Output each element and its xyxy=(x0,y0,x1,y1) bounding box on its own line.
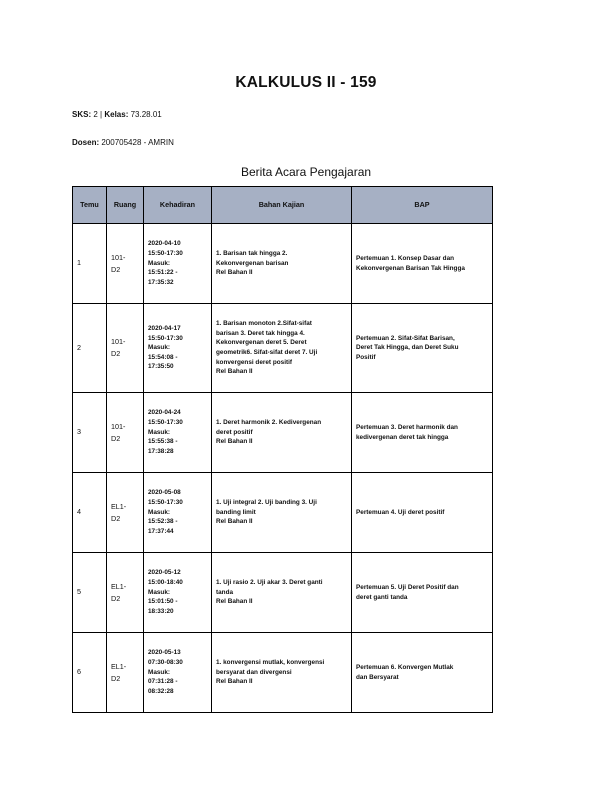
kehadiran-cell-line: 15:50-17:30 xyxy=(148,334,183,342)
bahan-kajian-cell-line: 1. Uji rasio 2. Uji akar 3. Deret ganti xyxy=(216,579,323,587)
bap-cell-line: dan Bersyarat xyxy=(356,673,399,681)
dosen-value: 200705428 - AMRIN xyxy=(101,138,174,147)
bap-cell-line: Pertemuan 5. Uji Deret Positif dan xyxy=(356,583,459,591)
bap-cell-line: Pertemuan 6. Konvergen Mutlak xyxy=(356,663,454,671)
bap-cell-line: Positif xyxy=(356,353,376,361)
bahan-kajian-cell-line: Rel Bahan II xyxy=(216,518,253,526)
bap-table xyxy=(72,186,493,713)
kehadiran-cell xyxy=(144,224,212,304)
kehadiran-cell-line: 15:54:08 - xyxy=(148,353,178,361)
bap-cell-line: Kekonvergenan Barisan Tak Hingga xyxy=(356,264,465,272)
table-row xyxy=(73,224,493,304)
bahan-kajian-cell-line: 1. Barisan monoton 2.Sifat-sifat xyxy=(216,320,312,328)
ruang-cell-line: D2 xyxy=(111,673,121,683)
kehadiran-cell-line: 15:50-17:30 xyxy=(148,419,183,427)
ruang-cell-line: 101- xyxy=(111,421,126,431)
kehadiran-cell-line: 15:50-17:30 xyxy=(148,250,183,258)
ruang-cell-line: D2 xyxy=(111,349,121,358)
ruang-cell-line: EL1- xyxy=(111,661,127,671)
ruang-cell-line: 101- xyxy=(111,252,126,262)
kehadiran-cell-line: Masuk: xyxy=(148,259,171,267)
table-row xyxy=(73,633,493,713)
temu-cell: 4 xyxy=(73,473,107,553)
temu-cell: 3 xyxy=(73,393,107,473)
ruang-cell-line: D2 xyxy=(111,513,121,523)
header-bahan-kajian: Bahan Kajian xyxy=(212,187,352,224)
bap-cell-line: Pertemuan 1. Konsep Dasar dan xyxy=(356,254,455,262)
kehadiran-cell xyxy=(144,473,212,553)
dosen-label: Dosen: xyxy=(72,138,100,147)
ruang-cell xyxy=(107,633,144,713)
bahan-kajian-cell-line: 1. Deret harmonik 2. Kedivergenan xyxy=(216,419,322,427)
kehadiran-cell-line: 17:35:50 xyxy=(148,363,174,371)
bahan-kajian-cell xyxy=(212,633,352,713)
bahan-kajian-cell-line: Rel Bahan II xyxy=(216,438,253,446)
kehadiran-cell-line: Masuk: xyxy=(148,428,171,436)
bahan-kajian-cell-line: Rel Bahan II xyxy=(216,269,253,277)
kehadiran-cell-line: 2020-04-17 xyxy=(148,324,181,332)
kehadiran-cell-line: 17:35:32 xyxy=(148,278,174,286)
bahan-kajian-cell-line: Rel Bahan II xyxy=(216,678,253,686)
kehadiran-cell xyxy=(144,633,212,713)
sks-value: 2 | xyxy=(93,110,105,119)
temu-cell: 5 xyxy=(73,553,107,633)
bahan-kajian-cell-line: Kekonvergenan barisan xyxy=(216,259,289,267)
bap-cell-line: Pertemuan 3. Deret harmonik dan xyxy=(356,423,458,431)
kehadiran-cell-line: 2020-04-24 xyxy=(148,409,181,417)
kehadiran-cell-line: 18:33:20 xyxy=(148,607,174,615)
temu-cell: 1 xyxy=(73,224,107,304)
bahan-kajian-cell-line: konvergensi deret positif xyxy=(216,358,292,366)
bahan-kajian-cell-line: geometrik6. Sifat-sifat deret 7. Uji xyxy=(216,349,318,356)
kehadiran-cell-line: Masuk: xyxy=(148,588,171,596)
ruang-cell-line: 101- xyxy=(111,337,126,347)
bap-cell xyxy=(352,224,493,304)
kehadiran-cell xyxy=(144,393,212,473)
bahan-kajian-cell xyxy=(212,473,352,553)
lecturer-info-line xyxy=(72,138,174,147)
kelas-value: 73.28.01 xyxy=(130,110,162,119)
kehadiran-cell-line: 15:55:38 - xyxy=(148,438,178,446)
temu-cell: 6 xyxy=(73,633,107,713)
ruang-cell-line: EL1- xyxy=(111,501,127,511)
kelas-label: Kelas: xyxy=(104,110,129,119)
ruang-cell xyxy=(107,553,144,633)
bahan-kajian-cell-line: banding limit xyxy=(216,508,256,516)
kehadiran-cell-line: Masuk: xyxy=(148,508,171,516)
kehadiran-cell-line: 08:32:28 xyxy=(148,687,174,695)
bap-cell xyxy=(352,393,493,473)
kehadiran-cell-line: 17:37:44 xyxy=(148,527,174,535)
kehadiran-cell-line: 2020-05-12 xyxy=(148,569,181,577)
kehadiran-cell-line: 07:30-08:30 xyxy=(148,659,183,667)
kehadiran-cell-line: Masuk: xyxy=(148,344,171,352)
bahan-kajian-cell-line: bersyarat dan divergensi xyxy=(216,668,292,676)
ruang-cell-line: D2 xyxy=(111,433,121,443)
ruang-cell-line: D2 xyxy=(111,264,121,274)
temu-cell: 2 xyxy=(73,304,107,393)
header-ruang: Ruang xyxy=(107,187,144,224)
bap-cell-line: deret ganti tanda xyxy=(356,593,408,601)
kehadiran-cell-line: 17:38:28 xyxy=(148,447,174,455)
bahan-kajian-cell xyxy=(212,393,352,473)
bahan-kajian-cell xyxy=(212,304,352,393)
table-body xyxy=(73,224,493,713)
header-temu: Temu xyxy=(73,187,107,224)
document-title: KALKULUS II - 159 xyxy=(235,74,377,91)
table-header-row xyxy=(73,187,493,224)
table-row xyxy=(73,473,493,553)
kehadiran-cell-line: 07:31:28 - xyxy=(148,678,178,686)
kehadiran-cell-line: 15:01:50 - xyxy=(148,598,178,606)
bap-cell-line: Deret Tak Hingga, dan Deret Suku xyxy=(356,344,459,352)
bahan-kajian-cell-line: 1. Uji integral 2. Uji banding 3. Uji xyxy=(216,499,317,507)
kehadiran-cell xyxy=(144,553,212,633)
sks-label: SKS: xyxy=(72,110,92,119)
bap-cell-line: kedivergenan deret tak hingga xyxy=(356,433,449,441)
kehadiran-cell-line: 15:50-17:30 xyxy=(148,499,183,507)
bap-cell xyxy=(352,633,493,713)
kehadiran-cell-line: 2020-05-13 xyxy=(148,649,181,657)
bahan-kajian-cell-line: Rel Bahan II xyxy=(216,598,253,606)
header-bap: BAP xyxy=(352,187,493,224)
bahan-kajian-cell-line: Rel Bahan II xyxy=(216,368,253,376)
kehadiran-cell-line: 2020-05-08 xyxy=(148,489,181,497)
bahan-kajian-cell-line: barisan 3. Deret tak hingga 4. xyxy=(216,329,305,337)
course-info-line xyxy=(72,110,162,119)
kehadiran-cell-line: Masuk: xyxy=(148,668,171,676)
bahan-kajian-cell xyxy=(212,224,352,304)
ruang-cell xyxy=(107,393,144,473)
bap-cell-line: Pertemuan 4. Uji deret positif xyxy=(356,508,445,516)
bahan-kajian-cell-line: tanda xyxy=(216,588,234,596)
section-title: Berita Acara Pengajaran xyxy=(240,165,372,179)
kehadiran-cell-line: 2020-04-10 xyxy=(148,240,181,248)
bap-cell xyxy=(352,304,493,393)
header-kehadiran: Kehadiran xyxy=(144,187,212,224)
ruang-cell xyxy=(107,224,144,304)
table-row xyxy=(73,553,493,633)
ruang-cell xyxy=(107,473,144,553)
ruang-cell-line: EL1- xyxy=(111,581,127,591)
bahan-kajian-cell xyxy=(212,553,352,633)
kehadiran-cell xyxy=(144,304,212,393)
ruang-cell xyxy=(107,304,144,393)
bahan-kajian-cell-line: Kekonvergenan deret 5. Deret xyxy=(216,339,307,347)
bahan-kajian-cell-line: 1. Barisan tak hingga 2. xyxy=(216,250,288,258)
bahan-kajian-cell-line: deret positif xyxy=(216,428,253,436)
bap-cell xyxy=(352,553,493,633)
kehadiran-cell-line: 15:51:22 - xyxy=(148,269,178,277)
ruang-cell-line: D2 xyxy=(111,593,121,603)
bahan-kajian-cell-line: 1. konvergensi mutlak, konvergensi xyxy=(216,659,325,667)
kehadiran-cell-line: 15:00-18:40 xyxy=(148,579,183,587)
table-row xyxy=(73,393,493,473)
table-row xyxy=(73,304,493,393)
bap-cell xyxy=(352,473,493,553)
kehadiran-cell-line: 15:52:38 - xyxy=(148,518,178,526)
bap-cell-line: Pertemuan 2. Sifat-Sifat Barisan, xyxy=(356,334,455,342)
